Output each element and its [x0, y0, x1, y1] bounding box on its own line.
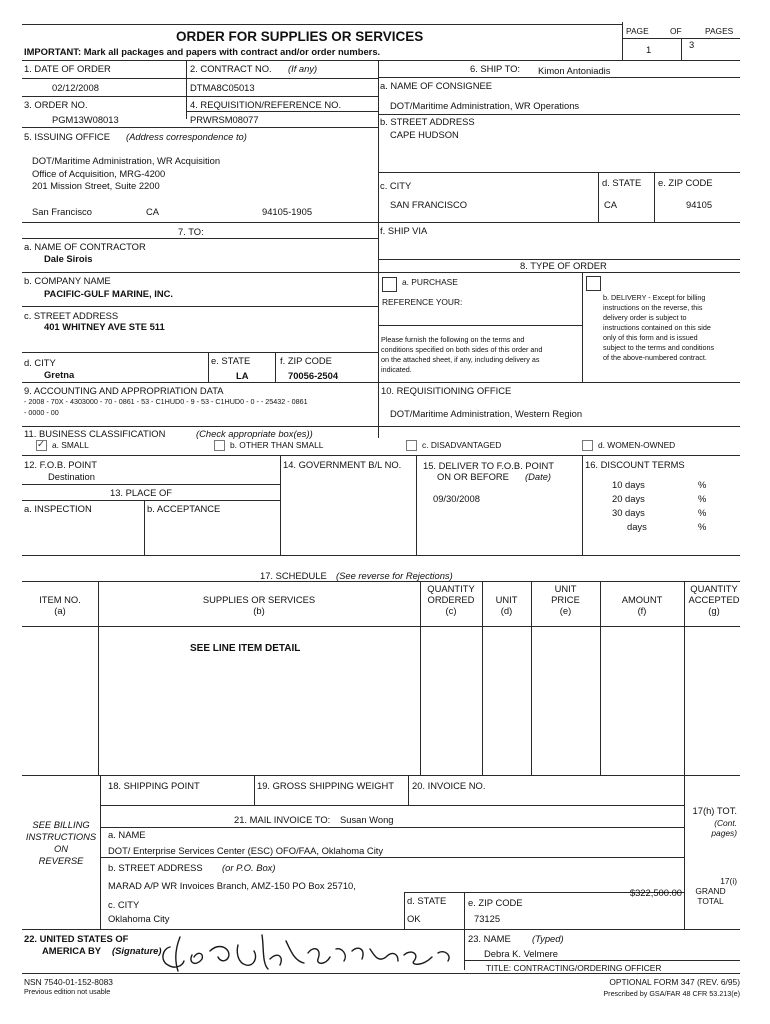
purchase-terms-line: on the attached sheet, if any, including delivery as [381, 355, 540, 364]
company-label: b. COMPANY NAME [24, 275, 111, 286]
signature-image [158, 927, 458, 975]
delivery-text-line: delivery order is subject to [603, 313, 687, 322]
invoice-street-hint: (or P.O. Box) [222, 862, 276, 873]
contract-no-hint: (If any) [288, 63, 318, 74]
schedule-hint: (See reverse for Rejections) [336, 570, 453, 581]
ship-state-value: CA [604, 199, 618, 210]
business-classification-label: 11. BUSINESS CLASSIFICATION [24, 428, 166, 439]
col-accepted-header-2: ACCEPTED [688, 594, 740, 605]
mail-invoice-label: 21. MAIL INVOICE TO: [234, 814, 331, 825]
discount-pct: % [698, 479, 707, 490]
date-of-order-value: 02/12/2008 [52, 82, 99, 93]
purchase-terms-line: indicated. [381, 365, 412, 374]
col-accepted-sub: (g) [708, 605, 720, 616]
purchase-label: a. PURCHASE [402, 277, 458, 287]
delivery-text-line: only of this form and is issued [603, 333, 698, 342]
total-hint-2: pages) [711, 828, 737, 838]
invoice-zip-label: e. ZIP CODE [468, 897, 523, 908]
invoice-street-value: MARAD A/P WR Invoices Branch, AMZ-150 PO Box 25710, [108, 880, 356, 891]
schedule-label: 17. SCHEDULE [260, 570, 327, 581]
ship-city-label: c. CITY [380, 180, 412, 191]
accounting-line: - 2008 - 70X - 4303000 - 70 - 0861 - 53 - C1HUD0 - 9 - 53 - C1HUD0 - 0 - - 25432 - 0861 [24, 397, 308, 406]
ship-to-value: Kimon Antoniadis [538, 65, 611, 76]
issuing-office-label: 5. ISSUING OFFICE [24, 131, 110, 142]
col-unit-header: UNIT [495, 594, 518, 605]
delivery-checkbox[interactable] [586, 276, 601, 291]
discount-term: days [627, 521, 647, 532]
col-qty-sub: (c) [445, 605, 457, 616]
col-amount-sub: (f) [637, 605, 647, 616]
deliver-hint: (Date) [525, 471, 552, 482]
contractor-state-label: e. STATE [211, 355, 251, 366]
contractor-city-label: d. CITY [24, 357, 56, 368]
order-no-value: PGM13W08013 [52, 114, 119, 125]
nsn-number: NSN 7540-01-152-8083 [24, 977, 113, 987]
see-billing-line: INSTRUCTIONS [25, 831, 97, 842]
ship-street-label: b. STREET ADDRESS [380, 116, 475, 127]
see-billing-line: ON [53, 843, 69, 854]
discount-term: 20 days [612, 493, 645, 504]
reference-label: REFERENCE YOUR: [382, 297, 463, 307]
invoice-name-label: a. NAME [108, 829, 146, 840]
ship-street-value: CAPE HUDSON [390, 129, 459, 140]
prescribed-by: Prescribed by GSA/FAR 48 CFR 53.213(e) [603, 989, 740, 998]
col-item-header: ITEM NO. [39, 594, 81, 605]
invoice-zip-value: 73125 [474, 913, 501, 924]
delivery-text-line: subject to the terms and conditions [603, 343, 715, 352]
typed-name-hint: (Typed) [532, 933, 564, 944]
women-owned-label: d. WOMEN-OWNED [598, 440, 676, 450]
issuing-office-line: DOT/Maritime Administration, WR Acquisition [32, 155, 221, 166]
gross-weight-label: 19. GROSS SHIPPING WEIGHT [257, 780, 395, 791]
see-line-item-detail: SEE LINE ITEM DETAIL [190, 643, 301, 654]
delivery-text-line: instructions contained on this side [603, 323, 711, 332]
form-title: ORDER FOR SUPPLIES OR SERVICES [176, 29, 424, 44]
deliver-date-value: 09/30/2008 [433, 493, 480, 504]
requisitioning-value: DOT/Maritime Administration, Western Region [390, 408, 583, 419]
fob-point-label: 12. F.O.B. POINT [24, 459, 97, 470]
deliver-label: 15. DELIVER TO F.O.B. POINT [423, 460, 554, 471]
col-price-header-2: PRICE [551, 594, 580, 605]
delivery-text-line: instructions on the reverse, this [603, 303, 703, 312]
purchase-terms-line: Please furnish the following on the terms and [381, 335, 525, 344]
invoice-street-label: b. STREET ADDRESS [108, 862, 203, 873]
shipping-point-label: 18. SHIPPING POINT [108, 780, 200, 791]
consignee-value: DOT/Maritime Administration, WR Operations [390, 100, 580, 111]
col-accepted-header: QUANTITY [690, 583, 738, 594]
fob-point-value: Destination [48, 471, 95, 482]
requisitioning-label: 10. REQUISITIONING OFFICE [381, 385, 512, 396]
consignee-label: a. NAME OF CONSIGNEE [380, 80, 492, 91]
ship-via-label: f. SHIP VIA [380, 225, 428, 236]
delivery-text-line: b. DELIVERY - Except for billing [603, 293, 706, 302]
delivery-text-line: of the above-numbered contract. [603, 353, 707, 362]
issuing-office-zip: 94105-1905 [262, 206, 313, 217]
typed-name-label: 23. NAME [468, 933, 511, 944]
contractor-state-value: LA [236, 370, 249, 381]
other-than-small-label: b. OTHER THAN SMALL [230, 440, 324, 450]
page-number: 1 [646, 44, 652, 55]
contractor-street-label: c. STREET ADDRESS [24, 310, 119, 321]
total-label: 17(h) TOT. [692, 805, 737, 816]
other-than-small-checkbox[interactable] [214, 440, 225, 451]
ship-state-label: d. STATE [602, 177, 642, 188]
discount-term: 30 days [612, 507, 645, 518]
grand-total-value: $322,500.00 [629, 887, 682, 898]
col-amount-header: AMOUNT [621, 594, 663, 605]
contractor-street-value: 401 WHITNEY AVE STE 511 [44, 321, 165, 332]
type-of-order-label: 8. TYPE OF ORDER [520, 260, 607, 271]
discount-term: 10 days [612, 479, 645, 490]
page-label: PAGE [626, 26, 649, 36]
acceptance-label: b. ACCEPTANCE [147, 503, 221, 514]
col-price-header: UNIT [554, 583, 577, 594]
check-mark-icon: ✓ [37, 438, 45, 449]
of-label: OF [670, 26, 682, 36]
inspection-label: a. INSPECTION [24, 503, 92, 514]
signature-label: 22. UNITED STATES OF [24, 933, 129, 944]
grand-total-label: 17(i) [720, 876, 737, 886]
col-price-sub: (e) [559, 605, 572, 616]
order-no-label: 3. ORDER NO. [24, 99, 88, 110]
discount-pct: % [698, 521, 707, 532]
business-classification-hint: (Check appropriate box(es)) [196, 428, 313, 439]
purchase-checkbox[interactable] [382, 277, 397, 292]
signature-hint: (Signature) [112, 945, 162, 956]
ship-city-value: SAN FRANCISCO [390, 199, 468, 210]
issuing-office-state: CA [146, 206, 160, 217]
previous-edition-note: Previous edition not usable [24, 987, 111, 996]
title-label: TITLE: CONTRACTING/ORDERING OFFICER [486, 963, 662, 973]
col-qty-header-2: ORDERED [427, 594, 475, 605]
col-item-sub: (a) [54, 605, 66, 616]
contractor-city-value: Gretna [44, 369, 75, 380]
page-count: 3 [689, 39, 695, 50]
see-billing-line: REVERSE [38, 855, 84, 866]
ship-zip-value: 94105 [686, 199, 713, 210]
place-of-label: 13. PLACE OF [110, 487, 173, 498]
date-of-order-label: 1. DATE OF ORDER [24, 63, 111, 74]
issuing-office-hint: (Address correspondence to) [126, 131, 247, 142]
form-number: OPTIONAL FORM 347 (REV. 6/95) [609, 977, 740, 987]
contractor-label: a. NAME OF CONTRACTOR [24, 241, 146, 252]
invoice-city-value: Oklahoma City [108, 913, 170, 924]
accounting-line: - 0000 - 00 [24, 408, 59, 417]
mail-invoice-value: Susan Wong [340, 814, 394, 825]
disadvantaged-label: c. DISADVANTAGED [422, 440, 502, 450]
to-label: 7. TO: [178, 226, 204, 237]
contractor-zip-label: f. ZIP CODE [280, 355, 332, 366]
discount-terms-label: 16. DISCOUNT TERMS [585, 459, 685, 470]
invoice-city-label: c. CITY [108, 899, 140, 910]
typed-name-value: Debra K. Velmere [484, 948, 558, 959]
contract-no-value: DTMA8C05013 [190, 82, 255, 93]
small-label: a. SMALL [52, 440, 89, 450]
deliver-label-2: ON OR BEFORE [437, 471, 509, 482]
requisition-label: 4. REQUISITION/REFERENCE NO. [190, 99, 342, 110]
grand-total-label-3: TOTAL [697, 896, 724, 906]
col-unit-sub: (d) [500, 605, 513, 616]
women-owned-checkbox[interactable] [582, 440, 593, 451]
see-billing-line: SEE BILLING [32, 819, 90, 830]
company-value: PACIFIC-GULF MARINE, INC. [44, 288, 173, 299]
invoice-state-value: OK [407, 913, 421, 924]
col-qty-header: QUANTITY [427, 583, 475, 594]
total-hint: (Cont. [714, 818, 737, 828]
pages-label: PAGES [705, 26, 734, 36]
issuing-office-city: San Francisco [32, 206, 92, 217]
gov-bl-label: 14. GOVERNMENT B/L NO. [283, 459, 402, 470]
important-note: IMPORTANT: Mark all packages and papers with contract and/or order numbers. [24, 46, 381, 57]
ship-to-label: 6. SHIP TO: [470, 63, 521, 74]
issuing-office-line: 201 Mission Street, Suite 2200 [32, 180, 160, 191]
grand-total-label-2: GRAND [695, 886, 726, 896]
discount-pct: % [698, 507, 707, 518]
invoice-name-value: DOT/ Enterprise Services Center (ESC) OFO/FAA, Oklahoma City [108, 845, 384, 856]
disadvantaged-checkbox[interactable] [406, 440, 417, 451]
contract-no-label: 2. CONTRACT NO. [190, 63, 272, 74]
discount-pct: % [698, 493, 707, 504]
contractor-value: Dale Sirois [44, 253, 93, 264]
accounting-label: 9. ACCOUNTING AND APPROPRIATION DATA [24, 385, 224, 396]
col-supplies-header: SUPPLIES OR SERVICES [202, 594, 316, 605]
col-supplies-sub: (b) [253, 605, 265, 616]
contractor-zip-value: 70056-2504 [288, 370, 339, 381]
invoice-no-label: 20. INVOICE NO. [412, 780, 486, 791]
purchase-terms-line: conditions specified on both sides of this order and [381, 345, 543, 354]
requisition-value: PRWRSM08077 [190, 114, 259, 125]
invoice-state-label: d. STATE [407, 895, 447, 906]
signature-label-2: AMERICA BY [42, 945, 102, 956]
issuing-office-line: Office of Acquisition, MRG-4200 [32, 168, 166, 179]
ship-zip-label: e. ZIP CODE [658, 177, 713, 188]
